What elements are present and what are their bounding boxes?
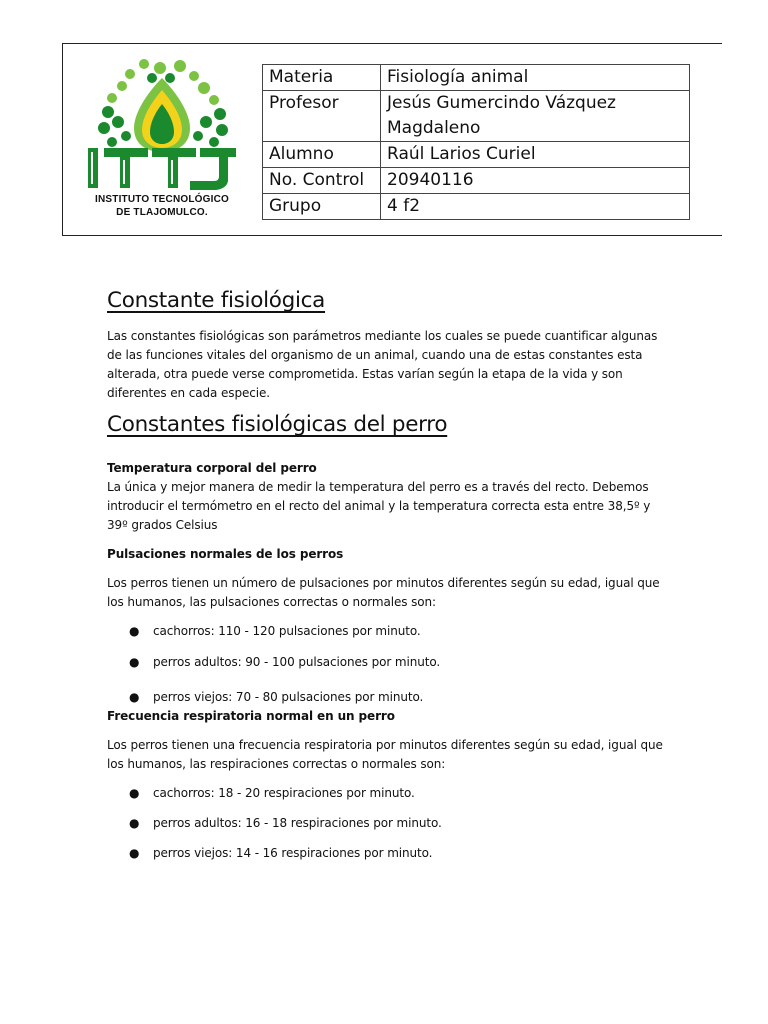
info-table [262,64,690,220]
pulse-list [107,622,667,707]
bullet-icon: ● [129,690,140,704]
table-row [263,168,690,194]
label-materia: Materia [263,65,381,91]
list-item: ● perros viejos: 70 - 80 pulsaciones por minuto. [107,688,667,707]
table-row [263,91,690,142]
value-alumno: Raúl Larios Curiel [381,142,690,168]
value-grupo: 4 f2 [381,194,690,220]
list-item: ● cachorros: 110 - 120 pulsaciones por minuto. [107,622,667,641]
label-alumno: Alumno [263,142,381,168]
list-item: ● perros viejos: 14 - 16 respiraciones por minuto. [107,844,667,863]
pulse-text: Los perros tienen un número de pulsaciones por minutos diferentes según su edad, igual que los humanos, las pulsaciones correctas o normales son: [107,576,660,609]
bullet-icon: ● [129,846,140,860]
temp-subtitle: Temperatura corporal del perro [107,461,317,475]
list-item: ● perros adultos: 16 - 18 respiraciones por minuto. [107,814,667,833]
section2-title: Constantes fisiológicas del perro [107,412,448,437]
value-profesor: Jesús Gumercindo Vázquez Magdaleno [381,91,690,142]
table-row [263,194,690,220]
value-no-control: 20940116 [381,168,690,194]
section1-text: Las constantes fisiológicas son parámetros mediante los cuales se puede cuantificar algunas de las funciones vitales del organismo de un animal, cuando una de estas constantes esta alterada, otra puede verse comprometida. Estas varían según la etapa de la vida y son diferentes en cada especie. [107,329,658,400]
resp-list [107,784,667,863]
section1-title: Constante fisiológica [107,288,326,313]
label-grupo: Grupo [263,194,381,220]
bullet-icon: ● [129,624,140,638]
institute-name-line2: DE TLAJOMULCO. [116,207,208,218]
resp-text: Los perros tienen una frecuencia respiratoria por minutos diferentes según su edad, igual que los humanos, las respiraciones correctas o normales son: [107,738,663,771]
bullet-icon: ● [129,655,140,669]
institute-name-line1: INSTITUTO TECNOLÓGICO [94,194,229,205]
temp-text: La única y mejor manera de medir la temperatura del perro es a través del recto. Debemos introducir el termómetro en el recto del animal y la temperatura correcta esta entre 38,5º y 39º grados Celsius [107,480,651,532]
label-profesor: Profesor [263,91,381,142]
bullet-icon: ● [129,816,140,830]
bullet-icon: ● [129,786,140,800]
label-no-control: No. Control [263,168,381,194]
list-item: ● perros adultos: 90 - 100 pulsaciones por minuto. [107,653,667,672]
value-materia: Fisiología animal [381,65,690,91]
document-body [107,288,667,863]
table-row [263,65,690,91]
list-item: ● cachorros: 18 - 20 respiraciones por minuto. [107,784,667,803]
resp-subtitle: Frecuencia respiratoria normal en un perro [107,709,395,723]
table-row [263,142,690,168]
pulse-subtitle: Pulsaciones normales de los perros [107,547,344,561]
